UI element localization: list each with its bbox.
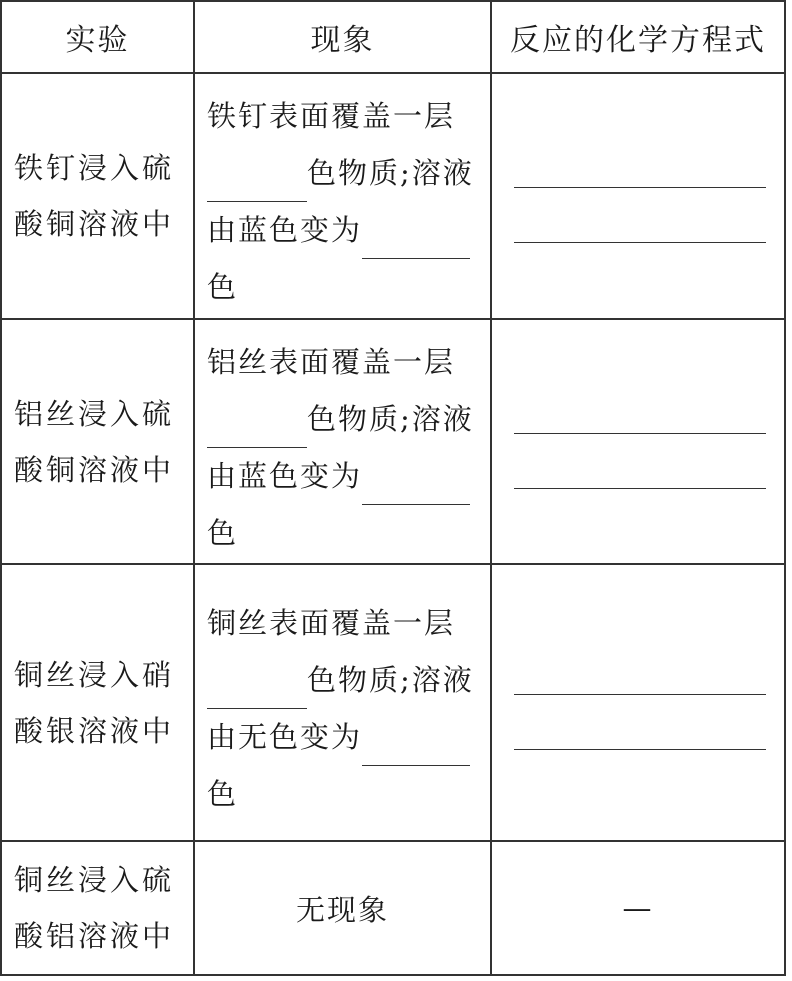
equation-answer-blank[interactable]	[514, 488, 766, 489]
color-answer-blank[interactable]	[362, 460, 470, 505]
phenomenon-text: 色物质;溶液	[307, 402, 474, 436]
experiment-line: 酸铜溶液中	[14, 452, 175, 487]
color-answer-blank[interactable]	[207, 403, 307, 448]
table-row	[2, 563, 784, 840]
color-answer-blank[interactable]	[362, 214, 470, 259]
experiment-cell	[2, 320, 195, 563]
phenomenon-line	[207, 145, 490, 202]
header-equation: 反应的化学方程式	[510, 23, 766, 58]
experiment-line: 铝丝浸入硫	[14, 396, 175, 431]
phenomenon-line	[207, 448, 490, 505]
header-experiment: 实验	[2, 2, 195, 72]
phenomenon-line: 铜丝表面覆盖一层	[207, 606, 456, 640]
experiment-cell	[2, 565, 195, 840]
phenomenon-text: 由蓝色变为	[207, 459, 363, 493]
table-row	[2, 840, 784, 974]
phenomenon-cell	[195, 565, 492, 840]
color-answer-blank[interactable]	[207, 664, 307, 709]
color-answer-blank[interactable]	[207, 157, 307, 202]
phenomenon-line: 色	[207, 516, 239, 550]
phenomenon-line: 色	[207, 270, 239, 304]
equation-cell: —	[622, 891, 654, 925]
experiment-line: 酸铝溶液中	[14, 919, 175, 953]
phenomenon-line: 铁钉表面覆盖一层	[207, 99, 456, 133]
experiment-line: 铜丝浸入硫	[14, 863, 175, 897]
phenomenon-line: 铝丝表面覆盖一层	[207, 345, 456, 379]
phenomenon-cell	[195, 74, 492, 318]
experiment-line: 酸铜溶液中	[14, 207, 175, 241]
header-row	[2, 2, 784, 72]
equation-answer-blank[interactable]	[514, 694, 766, 695]
experiment-line: 酸银溶液中	[14, 713, 175, 748]
phenomenon-line	[207, 652, 490, 709]
equation-cell	[492, 74, 784, 318]
equation-answer-blank[interactable]	[514, 749, 766, 750]
phenomenon-text: 由无色变为	[207, 720, 363, 754]
equation-cell	[492, 565, 784, 840]
header-phenomenon: 现象	[195, 2, 492, 72]
experiment-line: 铁钉浸入硫	[14, 151, 175, 185]
experiment-line: 铜丝浸入硝	[14, 657, 175, 692]
phenomenon-text: 色物质;溶液	[307, 663, 474, 697]
phenomenon-line	[207, 202, 490, 259]
equation-cell	[492, 320, 784, 563]
table-row	[2, 318, 784, 563]
phenomenon-line: 色	[207, 777, 239, 811]
phenomenon-cell	[195, 320, 492, 563]
phenomenon-cell: 无现象	[195, 842, 492, 974]
experiment-cell	[2, 74, 195, 318]
equation-answer-blank[interactable]	[514, 433, 766, 434]
phenomenon-line	[207, 391, 490, 448]
table-row	[2, 72, 784, 318]
equation-answer-blank[interactable]	[514, 242, 766, 243]
equation-answer-blank[interactable]	[514, 187, 766, 188]
phenomenon-text: 色物质;溶液	[307, 156, 474, 190]
phenomenon-line	[207, 709, 490, 766]
color-answer-blank[interactable]	[362, 721, 470, 766]
phenomenon-text: 由蓝色变为	[207, 213, 363, 247]
experiment-cell	[2, 842, 195, 974]
